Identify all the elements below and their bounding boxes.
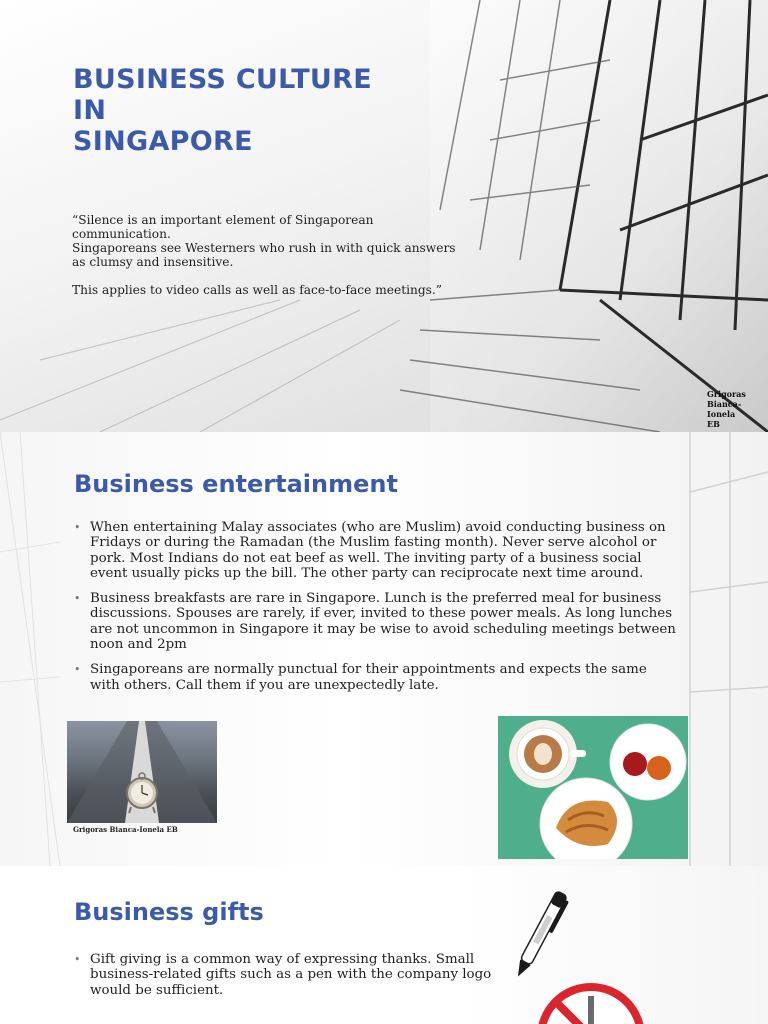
author-line: Bianca-Ionela — [707, 399, 742, 419]
bullet-dot-icon: • — [74, 592, 81, 606]
title-line: IN — [73, 95, 107, 126]
bullet-dot-icon: • — [74, 663, 81, 677]
clock-icon — [67, 721, 217, 823]
list-item — [74, 520, 678, 581]
list-item — [74, 952, 494, 998]
pen-icon — [500, 880, 580, 990]
section-heading: Business gifts — [74, 898, 264, 926]
list-item-text: When entertaining Malay associates (who are Muslim) avoid conducting business on Fridays or during the Ramadan (the Muslim fasting month). Never serve alcohol or pork. Most Indians do not eat beef as well. The inviting party of a business social event usually picks up the bill. The other party can reciprocate next time around. — [90, 520, 666, 581]
quote-paragraph: Singaporeans see Westerners who rush in with quick answers as clumsy and insensitive. — [72, 241, 456, 269]
list-item-text: Business breakfasts are rare in Singapore. Lunch is the preferred meal for business discussions. Spouses are rarely, if ever, invited to these power meals. As long lunches are not uncommon in Singapore it may be wise to avoid scheduling meetings between noon and 2pm — [90, 591, 676, 653]
entertainment-slide — [0, 432, 768, 866]
quote-paragraph: “Silence is an important element of Singaporean communication. — [72, 213, 374, 241]
title-line: SINGAPORE — [73, 126, 253, 157]
photo-caption: Grigoras Bianca-Ionela EB — [73, 825, 178, 834]
author-line: Grigoras — [707, 389, 746, 399]
presentation-title — [73, 64, 372, 157]
prohibited-sign-icon — [536, 982, 646, 1024]
list-item-text: Gift giving is a common way of expressing thanks. Small business-related gifts such as a pen with the company logo would be sufficient. — [90, 952, 492, 998]
list-item — [74, 662, 678, 693]
list-item-text: Singaporeans are normally punctual for their appointments and expects the same with others. Call them if you are unexpectedly late. — [90, 662, 647, 693]
gifts-slide — [0, 866, 768, 1024]
author-name — [707, 389, 768, 429]
bullet-dot-icon: • — [74, 521, 81, 534]
title-line: BUSINESS CULTURE — [73, 64, 372, 95]
breakfast-icon — [498, 716, 688, 859]
bullet-list — [74, 520, 678, 703]
bullet-dot-icon: • — [74, 953, 81, 966]
quote-block — [72, 213, 462, 297]
list-item — [74, 591, 678, 652]
clock-on-road-photo — [67, 721, 217, 823]
quote-paragraph: This applies to video calls as well as face-to-face meetings.” — [72, 283, 443, 297]
author-line: EB — [707, 419, 720, 429]
bullet-list — [74, 952, 494, 1008]
breakfast-photo — [498, 716, 688, 859]
section-heading: Business entertainment — [74, 470, 398, 498]
title-slide — [0, 0, 768, 432]
